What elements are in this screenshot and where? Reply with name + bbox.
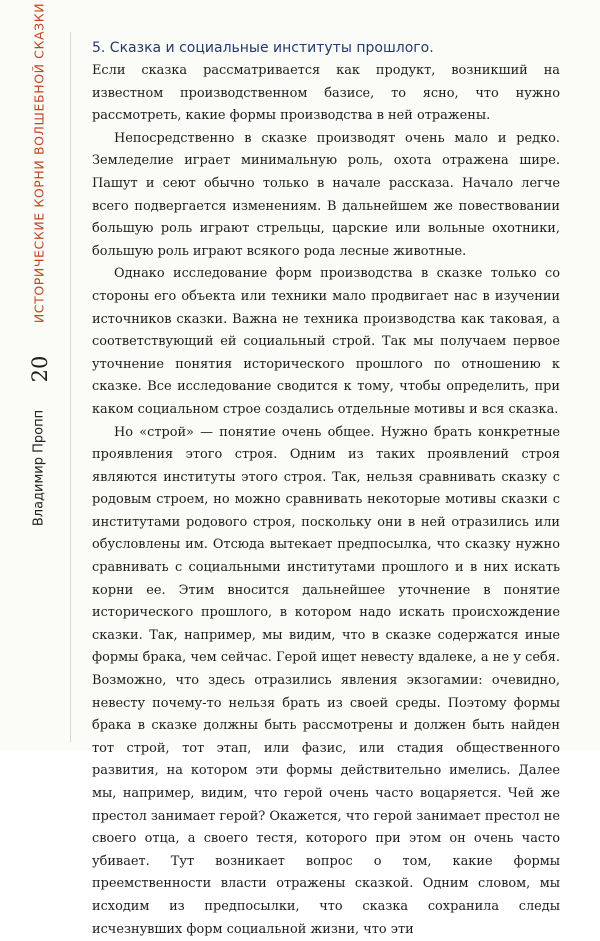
section-heading: 5. Сказка и социальные институты прошлого.: [92, 36, 560, 60]
running-author: [26, 398, 52, 538]
paragraph: Если сказка рассматривается как продукт, возникший на известном производственном базисе, то ясно, что нужно рассмотреть, какие формы производства в ней отражены.: [92, 60, 560, 128]
author-name-text: Владимир Пропп: [32, 410, 47, 526]
running-book-title: [26, 32, 52, 294]
paragraph: Однако исследование форм производства в сказке только со стороны его объекта или техники мало продвигает нас в изучении источников сказки. Важна не техника производства как таковая, а соответствующий ей социальный строй. Так мы получаем первое уточнение понятия исторического прошлого по отношению к сказке. Все исследование сводится к тому, чтобы определить, при каком социальном строе создались отдельные мотивы и вся сказка.: [92, 263, 560, 421]
page-number: [18, 352, 62, 386]
margin-divider: [70, 32, 71, 742]
page-number-text: 20: [28, 356, 52, 383]
paragraph: Непосредственно в сказке производят очень мало и редко. Земледелие играет минимальную роль, охота отражена шире. Пашут и сеют обычно только в начале рассказа. Начало легче всего подвергается изменениям. В дальнейшем же повествовании большую роль играют стрельцы, царские или вольные охотники, большую роль играют всякого рода лесные животные.: [92, 128, 560, 264]
book-title-text: ИСТОРИЧЕСКИЕ КОРНИ ВОЛШЕБНОЙ СКАЗКИ: [32, 3, 47, 323]
paragraph: Но «строй» — понятие очень общее. Нужно брать конкретные проявления этого строя. Одним из таких проявлений строя являются институты этого строя. Так, нельзя сравнивать сказку с родовым строем, но можно сравнивать некоторые мотивы сказки с институтами родового строя, поскольку они в ней отразились или обусловлены им. Отсюда вытекает предпосылка, что сказку нужно сравнивать с социальными институтами прошлого и в них искать корни ее. Этим вносится дальнейшее уточнение в понятие исторического прошлого, в котором надо искать происхождение сказки. Так, например, мы видим, что в сказке содержатся иные формы брака, чем сейчас. Герой ищет невесту вдалеке, а не у себя. Возможно, что здесь отразились явления экзогамии: очевидно, невесту почему-то нельзя брать из своей среды. Поэтому формы брака в сказке должны быть рассмотрены и должен быть найден тот строй, тот этап, или фазис, или стадия общественного развития, на котором эти формы действительно имелись. Далее мы, например, видим, что герой очень часто воцаряется. Чей же престол занимает герой? Окажется, что герой занимает престол не своего отца, а своего тестя, которого при этом он очень часто убивает. Тут возникает вопрос о том, какие формы преемственности власти отражены сказкой. Одним словом, мы исходим из предпосылки, что сказка сохранила следы исчезнувших форм социальной жизни, что эти: [92, 422, 560, 941]
main-text-column: [92, 36, 560, 941]
